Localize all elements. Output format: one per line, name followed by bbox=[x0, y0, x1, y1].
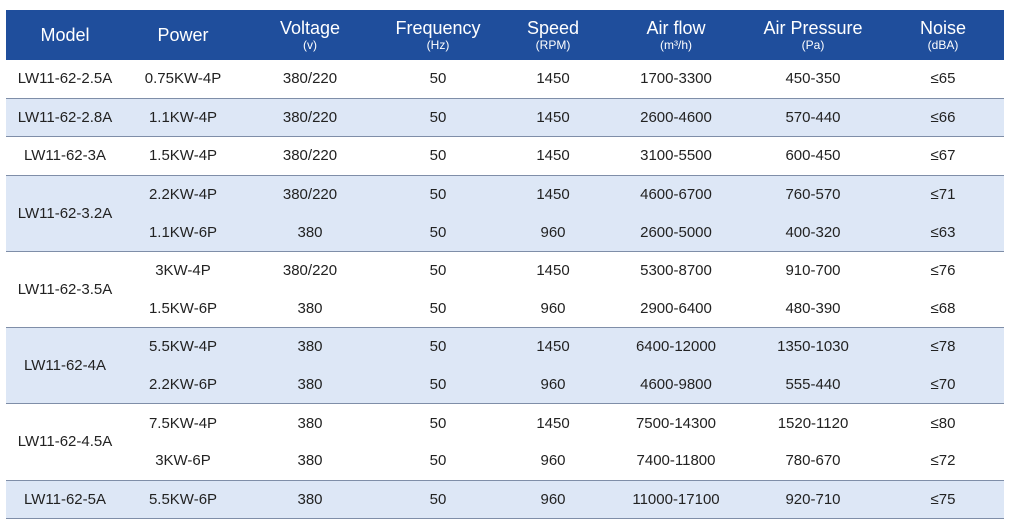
frequency-cell: 50 bbox=[378, 213, 498, 251]
power-cell: 1.5KW-4P bbox=[124, 137, 242, 176]
pressure-cell: 920-710 bbox=[744, 480, 882, 519]
column-header-label: Noise bbox=[919, 17, 967, 38]
column-header bbox=[6, 10, 124, 60]
header-row bbox=[6, 10, 1004, 60]
noise-cell: ≤63 bbox=[882, 213, 1004, 251]
column-header bbox=[378, 10, 498, 60]
model-cell: LW11-62-3A bbox=[6, 137, 124, 176]
table-row bbox=[6, 290, 1004, 328]
model-cell: LW11-62-2.5A bbox=[6, 60, 124, 98]
table-row bbox=[6, 366, 1004, 404]
column-header-unit: (Pa) bbox=[801, 37, 825, 52]
airflow-cell: 2600-4600 bbox=[608, 98, 744, 137]
power-cell: 1.5KW-6P bbox=[124, 290, 242, 328]
column-header-unit: (v) bbox=[303, 37, 317, 52]
table-header bbox=[6, 10, 1004, 60]
power-cell: 3KW-6P bbox=[124, 442, 242, 480]
speed-cell: 960 bbox=[498, 442, 608, 480]
frequency-cell: 50 bbox=[429, 414, 447, 432]
power-cell: 1.1KW-4P bbox=[124, 98, 242, 137]
power-cell: 7.5KW-4P bbox=[148, 414, 218, 432]
table-row bbox=[6, 137, 1004, 176]
frequency-cell: 50 bbox=[429, 262, 447, 280]
pressure-cell: 400-320 bbox=[744, 213, 882, 251]
pressure-cell: 1350-1030 bbox=[744, 328, 882, 366]
frequency-cell: 50 bbox=[378, 175, 498, 213]
speed-cell: 1450 bbox=[536, 414, 570, 432]
frequency-cell: 50 bbox=[378, 328, 498, 366]
pressure-cell: 570-440 bbox=[744, 98, 882, 137]
speed-cell: 960 bbox=[498, 480, 608, 519]
voltage-cell: 380/220 bbox=[242, 137, 378, 176]
column-header bbox=[608, 10, 744, 60]
voltage-cell: 380 bbox=[242, 328, 378, 366]
voltage-cell: 380/220 bbox=[282, 262, 338, 280]
column-header-unit: (m³/h) bbox=[660, 37, 692, 52]
airflow-cell: 5300-8700 bbox=[640, 262, 712, 280]
pressure-cell: 780-670 bbox=[744, 442, 882, 480]
airflow-cell: 7500-14300 bbox=[635, 414, 717, 432]
power-cell: 5.5KW-4P bbox=[124, 328, 242, 366]
noise-cell: ≤67 bbox=[882, 137, 1004, 176]
noise-cell: ≤80 bbox=[930, 414, 956, 432]
voltage-cell: 380 bbox=[242, 442, 378, 480]
table-row bbox=[6, 98, 1004, 137]
column-header-label: Speed bbox=[526, 17, 580, 38]
model-cell: LW11-62-4.5A bbox=[6, 404, 124, 480]
airflow-cell: 6400-12000 bbox=[608, 328, 744, 366]
noise-cell: ≤78 bbox=[882, 328, 1004, 366]
speed-cell: 1450 bbox=[536, 262, 570, 280]
model-cell: LW11-62-3.2A bbox=[6, 175, 124, 251]
voltage-cell: 380 bbox=[242, 480, 378, 519]
column-header-unit: (RPM) bbox=[535, 37, 571, 52]
noise-cell: ≤65 bbox=[882, 60, 1004, 98]
model-cell: LW11-62-3.5A bbox=[6, 251, 124, 327]
voltage-cell: 380 bbox=[242, 213, 378, 251]
frequency-cell: 50 bbox=[378, 366, 498, 404]
power-cell: 5.5KW-6P bbox=[124, 480, 242, 519]
column-header-label: Power bbox=[157, 24, 209, 45]
voltage-cell: 380 bbox=[242, 290, 378, 328]
column-header bbox=[124, 10, 242, 60]
voltage-cell: 380 bbox=[297, 414, 323, 432]
voltage-cell: 380 bbox=[242, 366, 378, 404]
power-cell: 0.75KW-4P bbox=[124, 60, 242, 98]
noise-cell: ≤71 bbox=[882, 175, 1004, 213]
model-cell: LW11-62-5A bbox=[6, 480, 124, 519]
speed-cell: 1450 bbox=[498, 60, 608, 98]
airflow-cell: 4600-6700 bbox=[608, 175, 744, 213]
power-cell: 2.2KW-4P bbox=[124, 175, 242, 213]
speed-cell: 1450 bbox=[498, 328, 608, 366]
voltage-cell: 380/220 bbox=[242, 98, 378, 137]
speed-cell: 960 bbox=[498, 366, 608, 404]
airflow-cell: 2600-5000 bbox=[608, 213, 744, 251]
table-row bbox=[6, 442, 1004, 480]
table-row bbox=[6, 480, 1004, 519]
table-row bbox=[6, 175, 1004, 213]
column-header-unit: (dBA) bbox=[927, 37, 959, 52]
frequency-cell: 50 bbox=[378, 442, 498, 480]
noise-cell: ≤66 bbox=[882, 98, 1004, 137]
airflow-cell: 1700-3300 bbox=[608, 60, 744, 98]
speed-cell: 1450 bbox=[498, 175, 608, 213]
power-cell: 1.1KW-6P bbox=[124, 213, 242, 251]
voltage-cell: 380/220 bbox=[242, 60, 378, 98]
model-cell: LW11-62-4A bbox=[6, 328, 124, 404]
column-header-label: Air Pressure bbox=[763, 17, 863, 38]
column-header bbox=[744, 10, 882, 60]
speed-cell: 1450 bbox=[498, 98, 608, 137]
speed-cell: 1450 bbox=[498, 137, 608, 176]
table-row bbox=[6, 328, 1004, 366]
pressure-cell: 555-440 bbox=[744, 366, 882, 404]
column-header-label: Frequency bbox=[395, 17, 481, 38]
noise-cell: ≤70 bbox=[882, 366, 1004, 404]
noise-cell: ≤75 bbox=[882, 480, 1004, 519]
noise-cell: ≤68 bbox=[882, 290, 1004, 328]
frequency-cell: 50 bbox=[378, 137, 498, 176]
frequency-cell: 50 bbox=[378, 290, 498, 328]
fan-spec-table bbox=[6, 10, 1004, 519]
column-header-label: Air flow bbox=[646, 17, 706, 38]
pressure-cell: 450-350 bbox=[744, 60, 882, 98]
airflow-cell: 3100-5500 bbox=[608, 137, 744, 176]
model-cell: LW11-62-2.8A bbox=[6, 98, 124, 137]
pressure-cell: 600-450 bbox=[744, 137, 882, 176]
table-row bbox=[6, 251, 1004, 289]
frequency-cell: 50 bbox=[378, 60, 498, 98]
pressure-cell: 480-390 bbox=[744, 290, 882, 328]
pressure-cell: 1520-1120 bbox=[777, 414, 849, 432]
table-row bbox=[6, 404, 1004, 442]
column-header bbox=[242, 10, 378, 60]
power-cell: 3KW-4P bbox=[155, 262, 211, 280]
column-header-label: Voltage bbox=[279, 17, 341, 38]
airflow-cell: 7400-11800 bbox=[608, 442, 744, 480]
voltage-cell: 380/220 bbox=[242, 175, 378, 213]
frequency-cell: 50 bbox=[378, 98, 498, 137]
airflow-cell: 4600-9800 bbox=[608, 366, 744, 404]
airflow-cell: 2900-6400 bbox=[608, 290, 744, 328]
noise-cell: ≤72 bbox=[882, 442, 1004, 480]
airflow-cell: 11000-17100 bbox=[608, 480, 744, 519]
table-row bbox=[6, 213, 1004, 251]
pressure-cell: 760-570 bbox=[744, 175, 882, 213]
table-body bbox=[6, 60, 1004, 519]
column-header bbox=[498, 10, 608, 60]
column-header bbox=[882, 10, 1004, 60]
column-header-label: Model bbox=[40, 24, 90, 45]
frequency-cell: 50 bbox=[378, 480, 498, 519]
table-row bbox=[6, 60, 1004, 98]
speed-cell: 960 bbox=[498, 213, 608, 251]
noise-cell: ≤76 bbox=[930, 262, 956, 280]
speed-cell: 960 bbox=[498, 290, 608, 328]
column-header-unit: (Hz) bbox=[426, 37, 450, 52]
power-cell: 2.2KW-6P bbox=[124, 366, 242, 404]
pressure-cell: 910-700 bbox=[785, 262, 841, 280]
